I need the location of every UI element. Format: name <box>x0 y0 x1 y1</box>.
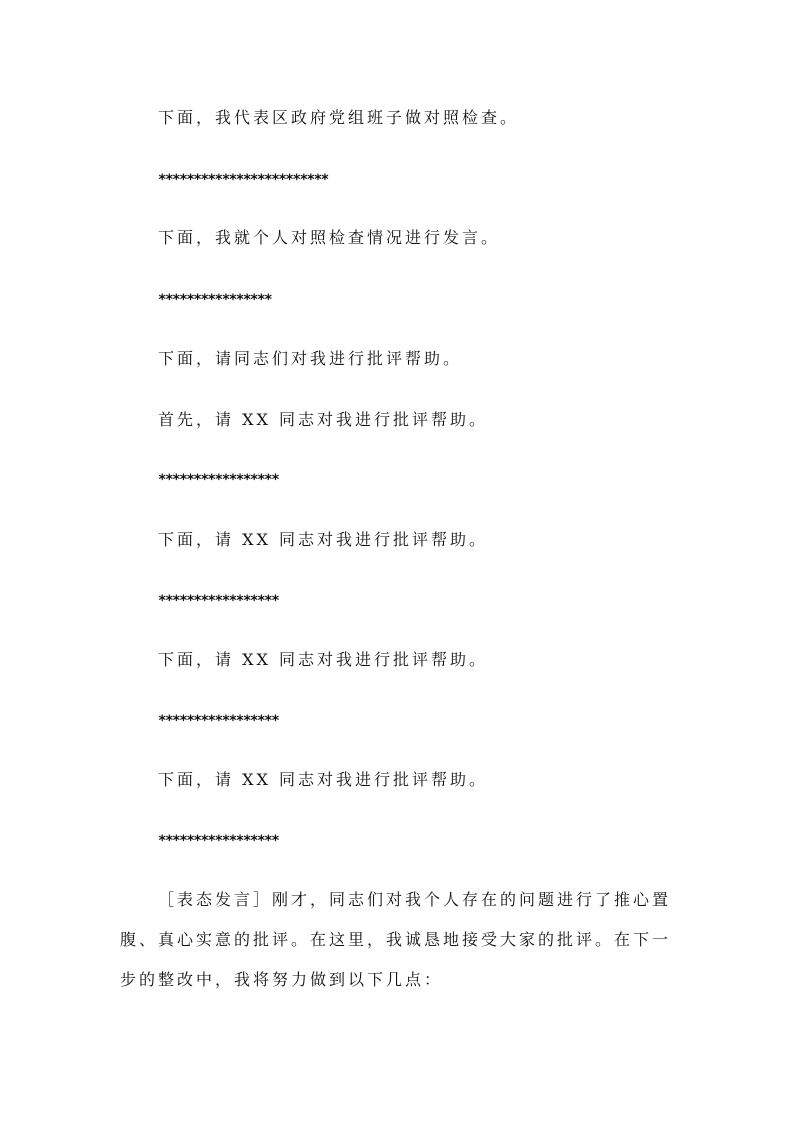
text-line-2: 下面，我就个人对照检查情况进行发言。 <box>158 228 501 247</box>
text-line-6: 下面，请 XX 同志对我进行批评帮助。 <box>158 650 488 669</box>
separator-4: ***************** <box>158 593 279 609</box>
separator-6: ***************** <box>158 833 279 849</box>
separator-2: **************** <box>158 292 272 308</box>
text-line-4: 首先，请 XX 同志对我进行批评帮助。 <box>158 410 488 429</box>
separator-5: ***************** <box>158 713 279 729</box>
separator-3: ***************** <box>158 472 279 488</box>
closing-paragraph: ［表态发言］刚才，同志们对我个人存在的问题进行了推心置腹、真心实意的批评。在这里，我诚恳地接受大家的批评。在下一步的整改中，我将努力做到以下几点： <box>120 890 672 989</box>
text-line-1: 下面，我代表区政府党组班子做对照检查。 <box>158 108 520 127</box>
separator-1: ************************ <box>158 172 328 188</box>
text-line-7: 下面，请 XX 同志对我进行批评帮助。 <box>158 770 488 789</box>
text-line-3: 下面，请同志们对我进行批评帮助。 <box>158 349 463 368</box>
text-line-5: 下面，请 XX 同志对我进行批评帮助。 <box>158 530 488 549</box>
